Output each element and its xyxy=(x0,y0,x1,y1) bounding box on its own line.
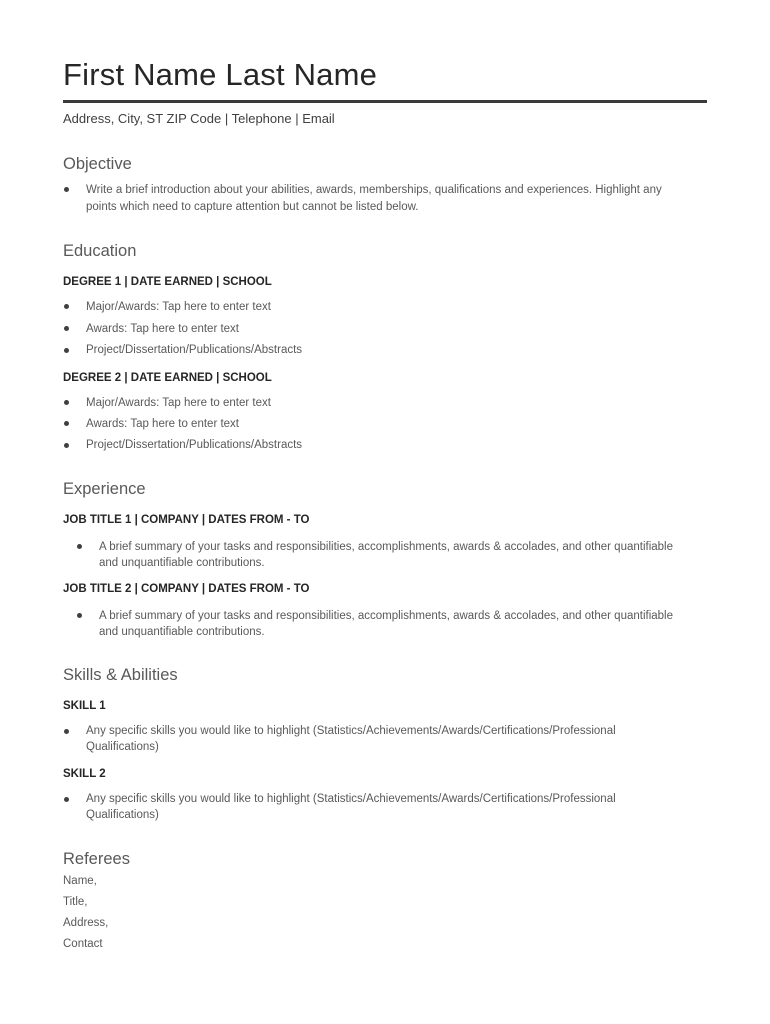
bullet-icon xyxy=(77,613,82,618)
header-divider xyxy=(63,100,707,103)
degree-2-item[interactable]: Awards: Tap here to enter text xyxy=(86,418,239,430)
skill-2-text-line-2[interactable]: Qualifications) xyxy=(86,809,159,821)
job-1-heading[interactable]: JOB TITLE 1 | COMPANY | DATES FROM - TO xyxy=(63,514,310,526)
referee-contact[interactable]: Contact xyxy=(63,938,103,950)
degree-2-heading[interactable]: DEGREE 2 | DATE EARNED | SCHOOL xyxy=(63,372,272,384)
degree-1-heading[interactable]: DEGREE 1 | DATE EARNED | SCHOOL xyxy=(63,276,272,288)
referee-address[interactable]: Address, xyxy=(63,917,109,929)
bullet-icon xyxy=(64,421,69,426)
bullet-icon xyxy=(64,443,69,448)
contact-line[interactable]: Address, City, ST ZIP Code | Telephone | Email xyxy=(63,111,335,126)
bullet-icon xyxy=(77,544,82,549)
skill-2-text-line-1[interactable]: Any specific skills you would like to highlight (Statistics/Achievements/Awards/Certifications/Professional xyxy=(86,793,616,805)
degree-1-item[interactable]: Project/Dissertation/Publications/Abstracts xyxy=(86,344,303,356)
resume-name[interactable]: First Name Last Name xyxy=(63,57,378,92)
degree-2-item[interactable]: Major/Awards: Tap here to enter text xyxy=(86,397,271,409)
skill-1-text-line-2[interactable]: Qualifications) xyxy=(86,741,159,753)
objective-text-line-2[interactable]: points which need to capture attention but cannot be listed below. xyxy=(86,201,419,213)
bullet-icon xyxy=(64,326,69,331)
objective-heading: Objective xyxy=(63,155,132,173)
degree-1-item[interactable]: Awards: Tap here to enter text xyxy=(86,323,239,335)
degree-2-item[interactable]: Project/Dissertation/Publications/Abstracts xyxy=(86,439,303,451)
experience-heading: Experience xyxy=(63,480,146,498)
bullet-icon xyxy=(64,729,69,734)
bullet-icon xyxy=(64,797,69,802)
referees-heading: Referees xyxy=(63,850,130,868)
job-1-summary-line-2[interactable]: and unquantifiable contributions. xyxy=(99,557,265,569)
job-2-summary-line-1[interactable]: A brief summary of your tasks and responsibilities, accomplishments, awards & accolades, and other quantifiable xyxy=(99,610,674,622)
education-heading: Education xyxy=(63,242,137,260)
bullet-icon xyxy=(64,400,69,405)
bullet-icon xyxy=(64,187,69,192)
bullet-icon xyxy=(64,304,69,309)
job-2-summary-line-2[interactable]: and unquantifiable contributions. xyxy=(99,626,265,638)
bullet-icon xyxy=(64,348,69,353)
skills-heading: Skills & Abilities xyxy=(63,666,178,684)
skill-1-text-line-1[interactable]: Any specific skills you would like to highlight (Statistics/Achievements/Awards/Certifications/Professional xyxy=(86,725,616,737)
referee-name[interactable]: Name, xyxy=(63,875,97,887)
degree-1-item[interactable]: Major/Awards: Tap here to enter text xyxy=(86,301,271,313)
job-2-heading[interactable]: JOB TITLE 2 | COMPANY | DATES FROM - TO xyxy=(63,583,310,595)
skill-2-heading[interactable]: SKILL 2 xyxy=(63,768,106,780)
skill-1-heading[interactable]: SKILL 1 xyxy=(63,700,106,712)
referee-title[interactable]: Title, xyxy=(63,896,88,908)
job-1-summary-line-1[interactable]: A brief summary of your tasks and responsibilities, accomplishments, awards & accolades, and other quantifiable xyxy=(99,541,674,553)
objective-text-line-1[interactable]: Write a brief introduction about your abilities, awards, memberships, qualifications and experiences. Highlight any xyxy=(86,184,662,196)
